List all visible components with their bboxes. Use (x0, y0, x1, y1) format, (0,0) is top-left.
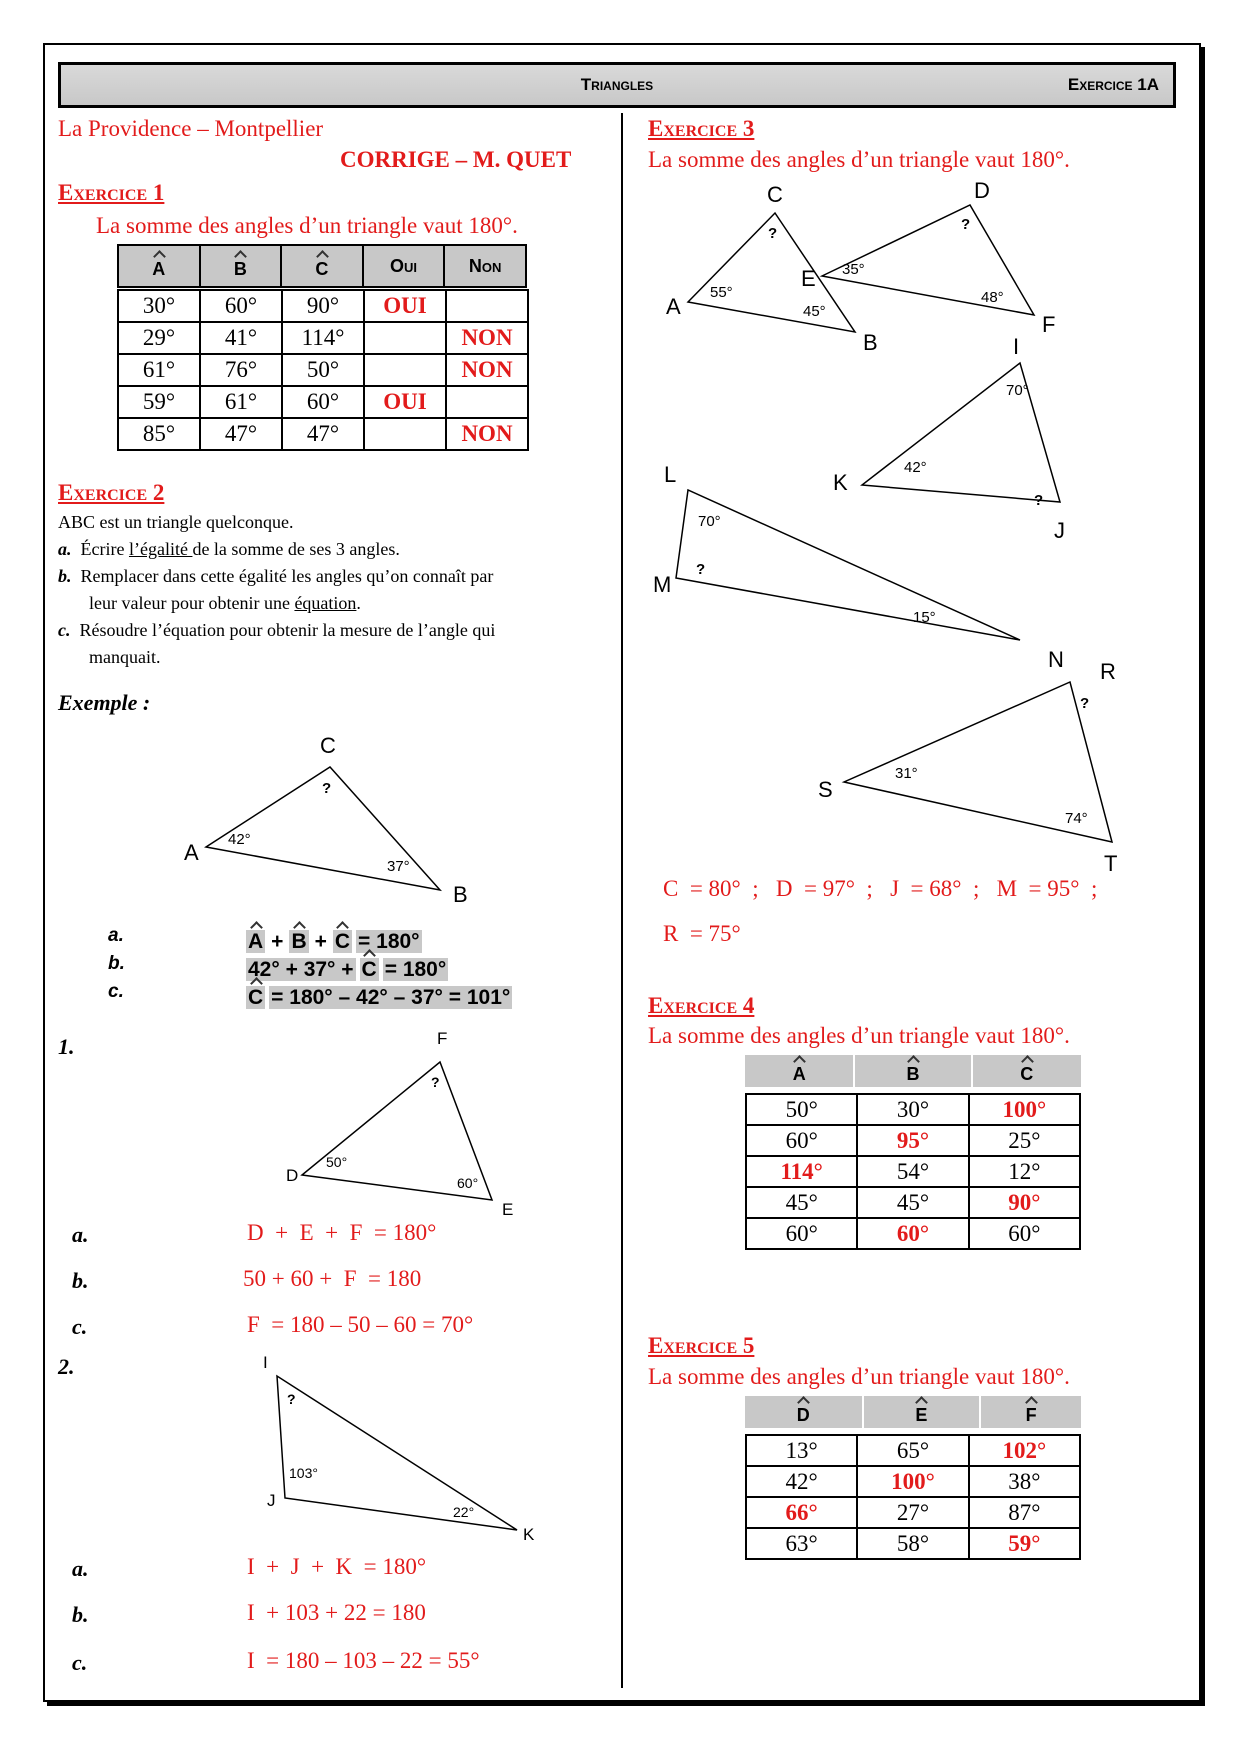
table-cell: 61° (118, 354, 200, 386)
ex3-label-e: E (801, 266, 816, 291)
table-cell: 100° (969, 1094, 1080, 1125)
table-cell: 38° (969, 1466, 1080, 1497)
p2-c-label: c. (72, 1650, 88, 1675)
table-cell: 114° (746, 1156, 857, 1187)
table-cell: 59° (118, 386, 200, 418)
table-cell (364, 322, 446, 354)
p1-angle-d: 50° (326, 1154, 348, 1170)
table-cell: 76° (200, 354, 282, 386)
ex1-col-b: B (200, 245, 282, 287)
page-header (58, 62, 1176, 108)
table-row (746, 1218, 1080, 1249)
ex4-title: Exercice 4 (648, 993, 755, 1018)
table-row (746, 1094, 1080, 1125)
table-cell: 95° (857, 1125, 968, 1156)
ex3-label-k: K (833, 470, 848, 495)
ex3-title: Exercice 3 (648, 116, 755, 141)
table-row (118, 354, 528, 386)
table-cell: 42° (746, 1466, 857, 1497)
tri-label-c: C (320, 735, 336, 758)
table-cell: 61° (200, 386, 282, 418)
ex-eq-b: 42° + 37° + C = 180° (246, 952, 448, 982)
exemple-label: Exemple : (58, 690, 151, 715)
table-cell: 114° (282, 322, 364, 354)
ex5-table (745, 1434, 1081, 1560)
table-row (746, 1466, 1080, 1497)
table-row (746, 1435, 1080, 1466)
p1-b-label: b. (72, 1268, 89, 1293)
table-cell: 60° (200, 290, 282, 322)
tri-label-a: A (184, 840, 199, 865)
tri-angle-b: 37° (387, 858, 410, 875)
ex3-label-c: C (767, 182, 783, 207)
example-triangle (170, 735, 470, 905)
ex-eq-c: C = 180° – 42° – 37° = 101° (246, 980, 512, 1010)
table-row (746, 1187, 1080, 1218)
table-cell: 45° (857, 1187, 968, 1218)
p1-eq-b: 50 + 60 + F = 180 (243, 1266, 422, 1291)
ex4-col-b: B (854, 1055, 971, 1087)
ex4-table (745, 1093, 1081, 1250)
ex3-label-a: A (666, 294, 681, 319)
p2-a-label: a. (72, 1556, 89, 1581)
p1-angle-f: ? (431, 1074, 440, 1090)
table-cell: NON (446, 322, 528, 354)
ex3-angle-a: 55° (710, 284, 733, 301)
ex2-step-c: c. Résoudre l’équation pour obtenir la mesure de l’angle qui (58, 620, 496, 640)
p1-angle-e: 60° (457, 1175, 479, 1191)
table-cell: 47° (200, 418, 282, 450)
ex2-step-b: b. Remplacer dans cette égalité les angles qu’on connaît par (58, 566, 494, 586)
table-cell: 41° (200, 322, 282, 354)
table-cell: 100° (857, 1466, 968, 1497)
ex3-label-d: D (974, 180, 990, 203)
table-cell: 65° (857, 1435, 968, 1466)
tri-label-b: B (453, 882, 468, 905)
p2-eq-b: I + 103 + 22 = 180 (247, 1600, 426, 1625)
ex3-label-i: I (1013, 334, 1020, 359)
p1-eq-c: F = 180 – 50 – 60 = 70° (247, 1312, 474, 1337)
ex1-header-table (117, 244, 527, 288)
ex1-intro: La somme des angles d’un triangle vaut 180°. (96, 213, 518, 238)
ex5-header-table (745, 1396, 1081, 1428)
ex2-step-c2: manquait. (89, 647, 161, 667)
table-cell: 45° (746, 1187, 857, 1218)
p1-a-label: a. (72, 1222, 89, 1247)
tri-angle-a: 42° (228, 831, 251, 848)
ex3-angle-k: 42° (904, 459, 927, 476)
p1-number: 1. (58, 1034, 75, 1059)
table-row (118, 418, 528, 450)
ex3-label-r: R (1100, 659, 1116, 684)
p2-label-i: I (263, 1353, 268, 1372)
table-row (746, 1497, 1080, 1528)
table-cell: 60° (969, 1218, 1080, 1249)
ex4-intro: La somme des angles d’un triangle vaut 180°. (648, 1023, 1070, 1048)
table-cell: 102° (969, 1435, 1080, 1466)
column-divider (621, 113, 623, 1688)
header-exercise: Exercice 1A (1067, 75, 1159, 94)
table-cell: NON (446, 418, 528, 450)
ex5-col-f: F (980, 1396, 1081, 1428)
corrige-title: CORRIGE – M. QUET (340, 147, 572, 172)
table-cell: 27° (857, 1497, 968, 1528)
ex3-triangle-ijk (862, 363, 1060, 502)
ex3-answer-2: R = 75° (663, 921, 741, 946)
p2-eq-a: I + J + K = 180° (247, 1554, 427, 1579)
ex1-col-a: A (118, 245, 200, 287)
ex5-title: Exercice 5 (648, 1333, 755, 1358)
table-row (746, 1156, 1080, 1187)
ex3-label-t: T (1104, 851, 1118, 876)
table-cell: 90° (969, 1187, 1080, 1218)
table-cell: 12° (969, 1156, 1080, 1187)
school-name: La Providence – Montpellier (58, 116, 324, 141)
p1-c-label: c. (72, 1314, 88, 1339)
ex1-col-non: Non (444, 245, 526, 287)
ex1-col-oui: Oui (363, 245, 445, 287)
table-cell: 90° (282, 290, 364, 322)
ex1-table (117, 289, 529, 451)
ex4-header-table (745, 1055, 1081, 1087)
table-cell: 87° (969, 1497, 1080, 1528)
ex3-label-l: L (664, 462, 677, 487)
table-row (118, 386, 528, 418)
ex3-label-j: J (1054, 518, 1065, 543)
ex-step-a-label: a. (108, 925, 124, 946)
table-cell: 50° (282, 354, 364, 386)
p1-label-e: E (502, 1200, 514, 1215)
p1-triangle (280, 1025, 530, 1215)
table-cell: 30° (118, 290, 200, 322)
ex3-label-m: M (653, 572, 672, 597)
table-row (746, 1125, 1080, 1156)
ex3-answer-1: C = 80° ; D = 97° ; J = 68° ; M = 95° ; (663, 876, 1098, 901)
ex-eq-a: A + B + C = 180° (246, 924, 422, 954)
table-cell: 47° (282, 418, 364, 450)
ex3-label-b: B (863, 330, 878, 355)
p2-number: 2. (58, 1354, 75, 1379)
ex3-angle-i: 70° (1006, 382, 1029, 399)
table-cell: 59° (969, 1528, 1080, 1559)
ex3-angle-b: 45° (803, 303, 826, 320)
p2-label-k: K (523, 1525, 535, 1544)
p2-b-label: b. (72, 1602, 89, 1627)
table-row (746, 1528, 1080, 1559)
table-cell: 60° (746, 1218, 857, 1249)
table-cell: 63° (746, 1528, 857, 1559)
table-cell: 13° (746, 1435, 857, 1466)
table-cell: 85° (118, 418, 200, 450)
table-cell (364, 418, 446, 450)
table-cell: OUI (364, 290, 446, 322)
ex5-col-d: D (745, 1396, 863, 1428)
table-cell: 66° (746, 1497, 857, 1528)
ex3-angle-l: 70° (698, 513, 721, 530)
ex3-label-f: F (1042, 312, 1056, 337)
ex3-angle-e: 35° (842, 261, 865, 278)
p1-eq-a: D + E + F = 180° (247, 1220, 437, 1245)
ex3-label-n: N (1048, 647, 1064, 672)
ex3-angle-n: 15° (913, 609, 936, 626)
table-cell: 25° (969, 1125, 1080, 1156)
p2-triangle-shape (277, 1376, 517, 1530)
ex3-label-s: S (818, 777, 833, 802)
table-cell: NON (446, 354, 528, 386)
p2-angle-i: ? (287, 1391, 296, 1407)
ex3-angle-f: 48° (981, 289, 1004, 306)
header-title: Triangles (580, 75, 654, 94)
p2-angle-j: 103° (289, 1465, 318, 1481)
table-cell: 60° (746, 1125, 857, 1156)
ex2-line0: ABC est un triangle quelconque. (58, 512, 294, 532)
ex3-angle-s: 31° (895, 765, 918, 782)
ex-step-c-label: c. (108, 981, 124, 1002)
table-cell: OUI (364, 386, 446, 418)
ex1-title: Exercice 1 (58, 180, 165, 205)
p2-triangle (255, 1350, 545, 1555)
table-cell: 60° (857, 1218, 968, 1249)
table-cell (446, 386, 528, 418)
ex3-angle-r: ? (1080, 695, 1090, 712)
ex3-intro: La somme des angles d’un triangle vaut 180°. (648, 147, 1070, 172)
ex5-col-e: E (863, 1396, 981, 1428)
ex3-angle-j: ? (1034, 492, 1044, 509)
ex5-intro: La somme des angles d’un triangle vaut 180°. (648, 1364, 1070, 1389)
ex3-triangle-lmn (676, 490, 1020, 640)
ex3-triangles (650, 180, 1200, 880)
ex4-col-c: C (972, 1055, 1081, 1087)
table-cell: 50° (746, 1094, 857, 1125)
ex3-angle-d: ? (961, 216, 971, 233)
p2-label-j: J (267, 1491, 276, 1510)
table-cell: 58° (857, 1528, 968, 1559)
ex3-angle-c: ? (768, 225, 778, 242)
ex2-step-b2: leur valeur pour obtenir une équation. (89, 593, 361, 613)
table-row (118, 322, 528, 354)
table-cell: 54° (857, 1156, 968, 1187)
ex-step-b-label: b. (108, 953, 125, 974)
table-cell: 60° (282, 386, 364, 418)
ex4-col-a: A (745, 1055, 854, 1087)
table-cell (446, 290, 528, 322)
table-cell: 30° (857, 1094, 968, 1125)
table-cell: 29° (118, 322, 200, 354)
p1-label-d: D (286, 1166, 299, 1185)
p1-label-f: F (437, 1029, 448, 1048)
ex2-title: Exercice 2 (58, 480, 165, 505)
table-row (118, 290, 528, 322)
tri-angle-c: ? (322, 780, 332, 797)
ex1-col-c: C (281, 245, 363, 287)
p2-eq-c: I = 180 – 103 – 22 = 55° (247, 1648, 480, 1673)
p2-angle-k: 22° (453, 1504, 475, 1520)
ex2-step-a: a. Écrire l’égalité de la somme de ses 3 angles. (58, 539, 400, 559)
table-cell (364, 354, 446, 386)
ex3-angle-m: ? (696, 561, 706, 578)
ex3-angle-t: 74° (1065, 810, 1088, 827)
